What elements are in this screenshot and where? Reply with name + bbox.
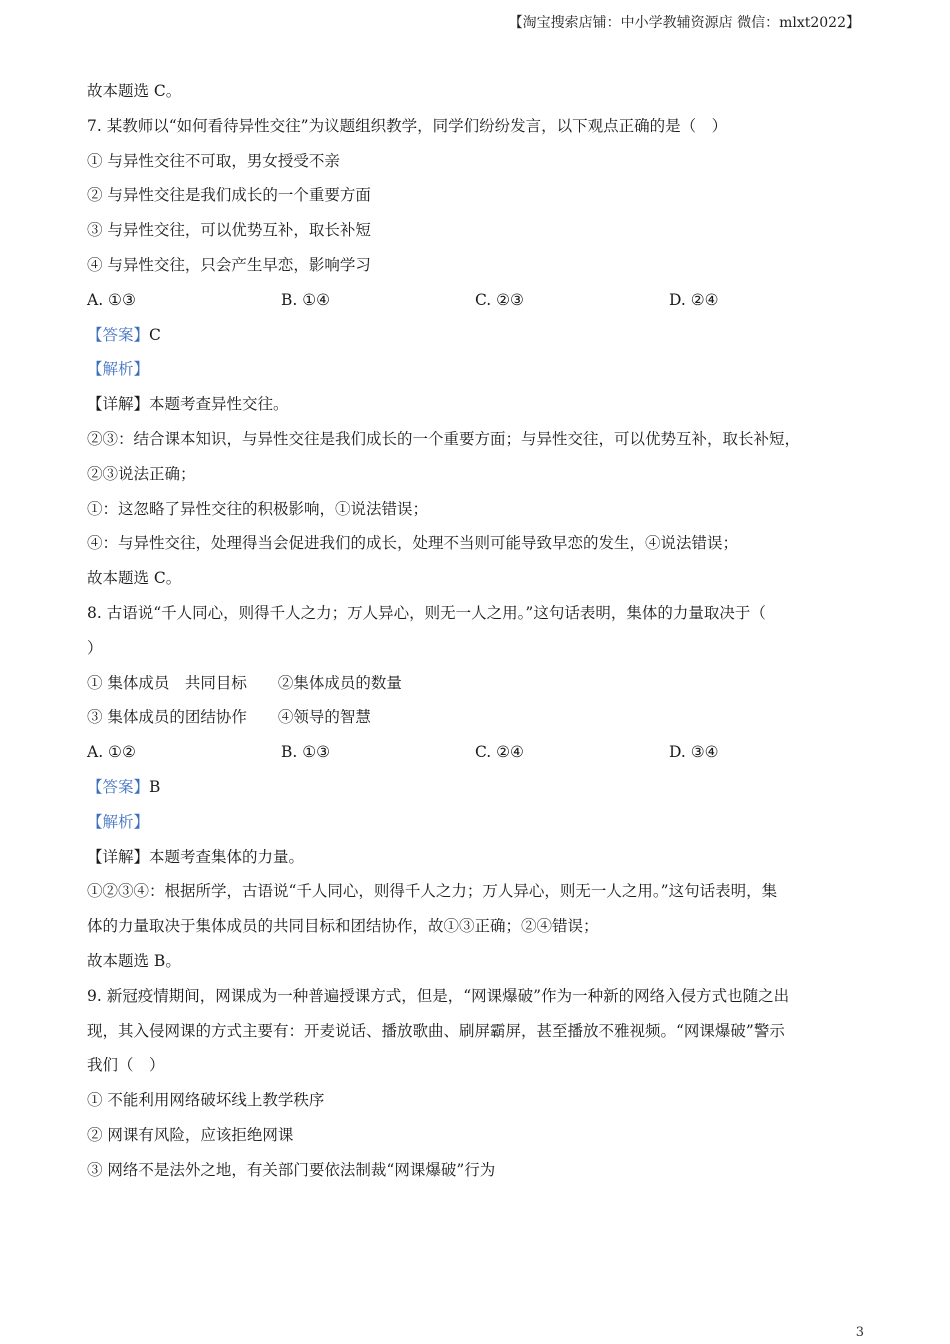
answer-option: A. ①③ (87, 290, 136, 309)
text-line (87, 909, 862, 944)
answer-option: D. ②④ (669, 290, 719, 309)
line-text: B (149, 777, 161, 796)
answer-option: C. ②③ (475, 290, 524, 309)
text-line (87, 213, 862, 248)
line-text: ①：这忽略了异性交往的积极影响，①说法错误； (87, 499, 429, 518)
line-text: ②③说法正确； (87, 464, 196, 483)
text-line (87, 1153, 862, 1188)
section-tag: 【解析】 (87, 360, 150, 379)
answer-options (87, 735, 862, 770)
text-line (87, 109, 862, 144)
line-text: 我们（ ） (87, 1056, 165, 1075)
line-text: 现，其入侵网课的方式主要有：开麦说话、播放歌曲、刷屏霸屏，甚至播放不雅视频。“网课爆破”警示 (87, 1021, 785, 1040)
page-header: 【淘宝搜索店铺：中小学教辅资源店 微信：mlxt2022】 (508, 15, 860, 31)
section-tag: 【解析】 (87, 812, 150, 831)
answer-option: A. ①② (87, 743, 136, 762)
line-text: 【详解】本题考查集体的力量。 (87, 847, 305, 866)
text-line (87, 840, 862, 875)
line-text: ） (87, 638, 103, 657)
line-text: C (149, 325, 161, 344)
text-line (87, 144, 862, 179)
line-text: ③ 网络不是法外之地，有关部门要依法制裁“网课爆破”行为 (87, 1160, 496, 1179)
line-text: ③ 集体成员的团结协作 ④领导的智慧 (87, 708, 371, 727)
line-text: ② 网课有风险，应该拒绝网课 (87, 1125, 294, 1144)
line-text: ④：与异性交往，处理得当会促进我们的成长，处理不当则可能导致早恋的发生，④说法错误； (87, 534, 739, 553)
text-line (87, 874, 862, 909)
text-line (87, 387, 862, 422)
line-text: 7. 某教师以“如何看待异性交往”为议题组织教学，同学们纷纷发言，以下观点正确的是（ ） (87, 116, 728, 135)
line-text: 体的力量取决于集体成员的共同目标和团结协作，故①③正确；②④错误； (87, 917, 599, 936)
line-text: 故本题选 C。 (87, 569, 182, 588)
line-text: 故本题选 B。 (87, 951, 181, 970)
line-text: ① 不能利用网络破坏线上教学秩序 (87, 1091, 325, 1110)
answer-option: B. ①③ (281, 743, 331, 762)
text-line (87, 492, 862, 527)
text-line (87, 1014, 862, 1049)
line-text: 故本题选 C。 (87, 82, 182, 100)
text-line (87, 74, 862, 109)
document-body (87, 74, 862, 1188)
line-text: 8. 古语说“千人同心，则得千人之力；万人异心，则无一人之用。”这句话表明，集体的力量取决于（ (87, 603, 766, 622)
answer-option: D. ③④ (669, 743, 719, 762)
section-label-line (87, 318, 862, 353)
line-text: ④ 与异性交往，只会产生早恋，影响学习 (87, 255, 371, 274)
line-text: 9. 新冠疫情期间，网课成为一种普遍授课方式，但是，“网课爆破”作为一种新的网络入侵方式也随之出 (87, 986, 790, 1005)
text-line (87, 631, 862, 666)
answer-option: B. ①④ (281, 290, 331, 309)
text-line (87, 178, 862, 213)
text-line (87, 457, 862, 492)
text-line (87, 1083, 862, 1118)
answer-options (87, 283, 862, 318)
section-tag: 【答案】 (87, 777, 150, 796)
line-text: 【详解】本题考查异性交往。 (87, 395, 289, 414)
text-line (87, 422, 862, 457)
line-text: ① 与异性交往不可取，男女授受不亲 (87, 151, 340, 170)
line-text: ①②③④：根据所学，古语说“千人同心，则得千人之力；万人异心，则无一人之用。”这句话表明，集 (87, 882, 778, 901)
page-number: 3 (855, 1325, 864, 1340)
line-text: ① 集体成员 共同目标 ②集体成员的数量 (87, 673, 402, 692)
section-label-line (87, 352, 862, 387)
text-line (87, 248, 862, 283)
text-line (87, 596, 862, 631)
answer-option: C. ②④ (475, 743, 524, 762)
section-label-line (87, 770, 862, 805)
section-tag: 【答案】 (87, 325, 150, 344)
text-line (87, 526, 862, 561)
text-line (87, 1048, 862, 1083)
text-line (87, 700, 862, 735)
text-line (87, 561, 862, 596)
text-line (87, 979, 862, 1014)
line-text: ②③：结合课本知识，与异性交往是我们成长的一个重要方面；与异性交往，可以优势互补，取长补短， (87, 429, 801, 448)
text-line (87, 944, 862, 979)
line-text: ③ 与异性交往，可以优势互补，取长补短 (87, 221, 371, 240)
text-line (87, 1118, 862, 1153)
line-text: ② 与异性交往是我们成长的一个重要方面 (87, 186, 371, 205)
text-line (87, 666, 862, 701)
section-label-line (87, 805, 862, 840)
